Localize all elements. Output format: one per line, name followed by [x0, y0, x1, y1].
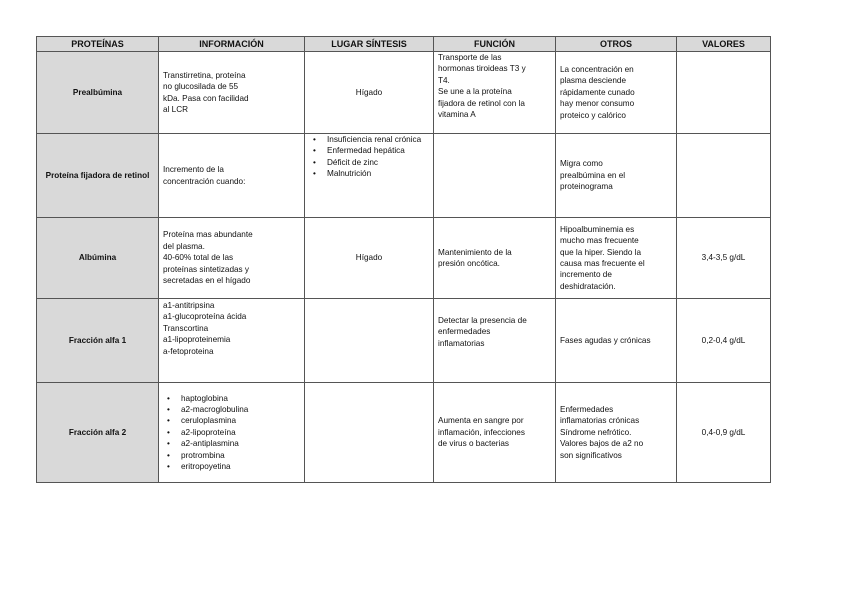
info-cell [159, 134, 305, 218]
others-line: Síndrome nefrótico. [560, 427, 632, 437]
header-informacion: INFORMACIÓN [159, 37, 305, 52]
protein-name: Albúmina [37, 218, 159, 299]
header-otros: OTROS [556, 37, 677, 52]
others-line: Fases agudas y crónicas [560, 335, 651, 345]
info-line: Proteína mas abundante [163, 230, 253, 240]
header-funcion: FUNCIÓN [434, 37, 556, 52]
info-line: Transtirretina, proteína [163, 70, 246, 80]
function-cell [434, 383, 556, 483]
function-line: vitamina A [438, 110, 476, 120]
others-line: rápidamente cunado [560, 87, 635, 97]
list-item: • a2-lipoproteína [181, 427, 300, 438]
values-cell: 3,4-3,5 g/dL [677, 218, 771, 299]
table-row [37, 299, 771, 383]
list-item: • Malnutrición [327, 168, 429, 179]
info-line: a1-lipoproteinemia [163, 335, 231, 345]
function-line: Aumenta en sangre por [438, 416, 524, 426]
table-row [37, 134, 771, 218]
synthesis-cell [305, 299, 434, 383]
list-item: • haptoglobina [181, 393, 300, 404]
list-item: • a2-antiplasmina [181, 438, 300, 449]
function-line: inflamación, infecciones [438, 427, 525, 437]
function-cell [434, 218, 556, 299]
others-line: plasma desciende [560, 76, 626, 86]
function-line: inflamatorias [438, 338, 485, 348]
list-item: • Déficit de zinc [327, 157, 429, 168]
function-cell [434, 134, 556, 218]
table-row [37, 218, 771, 299]
synthesis-list [309, 134, 429, 180]
others-line: Valores bajos de a2 no [560, 439, 644, 449]
synthesis-cell: Hígado [305, 218, 434, 299]
info-cell [159, 218, 305, 299]
others-cell [556, 299, 677, 383]
function-line: Se une a la proteína [438, 87, 512, 97]
values-cell [677, 52, 771, 134]
others-line: mucho mas frecuente [560, 236, 639, 246]
function-cell [434, 299, 556, 383]
others-line: causa mas frecuente el [560, 259, 645, 268]
info-line: a1-antitripsina [163, 301, 215, 310]
table-row [37, 52, 771, 134]
others-line: son significativos [560, 450, 622, 460]
synthesis-cell [305, 383, 434, 483]
others-line: Enfermedades [560, 404, 614, 414]
function-line: Detectar la presencia de [438, 316, 527, 325]
others-cell [556, 383, 677, 483]
function-line: Transporte de las [438, 53, 502, 62]
function-line: Mantenimiento de la [438, 247, 512, 257]
function-line: enfermedades [438, 327, 491, 337]
protein-name: Prealbúmina [37, 52, 159, 134]
others-line: proteinograma [560, 182, 613, 192]
others-line: incremento de [560, 270, 612, 280]
info-list [163, 393, 300, 473]
info-line: secretadas en el hígado [163, 276, 251, 286]
info-line: a-fetoproteina [163, 346, 214, 356]
info-cell [159, 383, 305, 483]
values-cell: 0,4-0,9 g/dL [677, 383, 771, 483]
values-cell [677, 134, 771, 218]
synthesis-cell: Hígado [305, 52, 434, 134]
values-cell: 0,2-0,4 g/dL [677, 299, 771, 383]
list-item: • a2-macroglobulina [181, 404, 300, 415]
list-item: • Enfermedad hepática [327, 145, 429, 156]
info-line: concentración cuando: [163, 176, 246, 186]
list-item: • ceruloplasmina [181, 415, 300, 426]
others-line: hay menor consumo [560, 99, 635, 109]
list-item: • protrombina [181, 450, 300, 461]
function-line: fijadora de retinol con la [438, 98, 525, 108]
header-row [37, 37, 771, 52]
others-line: Migra como [560, 159, 603, 169]
others-line: inflamatorias crónicas [560, 416, 640, 426]
protein-name: Fracción alfa 2 [37, 383, 159, 483]
others-cell [556, 52, 677, 134]
info-line: del plasma. [163, 241, 205, 251]
others-line: proteico y calórico [560, 110, 626, 120]
function-line: de virus o bacterias [438, 439, 509, 449]
info-line: 40-60% total de las [163, 253, 234, 263]
info-line: a1-glucoproteína ácida [163, 312, 247, 322]
info-line: Incremento de la [163, 165, 224, 175]
info-line: no glucosilada de 55 [163, 82, 239, 92]
info-cell [159, 52, 305, 134]
others-line: deshidratación. [560, 281, 616, 291]
info-line: proteínas sintetizadas y [163, 264, 250, 274]
header-proteinas: PROTEÍNAS [37, 37, 159, 52]
function-line: presión oncótica. [438, 259, 500, 268]
function-cell [434, 52, 556, 134]
header-lugar-sintesis: LUGAR SÍNTESIS [305, 37, 434, 52]
header-valores: VALORES [677, 37, 771, 52]
others-line: que la hiper. Siendo la [560, 247, 642, 257]
info-line: Transcortina [163, 323, 209, 333]
protein-name: Proteína fijadora de retinol [37, 134, 159, 218]
info-line: al LCR [163, 104, 189, 114]
table-row [37, 383, 771, 483]
others-cell [556, 218, 677, 299]
others-line: La concentración en [560, 64, 634, 74]
protein-name: Fracción alfa 1 [37, 299, 159, 383]
list-item: • eritropoyetina [181, 461, 300, 472]
function-line: T4. [438, 75, 450, 85]
info-cell [159, 299, 305, 383]
others-cell [556, 134, 677, 218]
others-line: prealbúmina en el [560, 170, 626, 180]
synthesis-cell [305, 134, 434, 218]
list-item: • Insuficiencia renal crónica [327, 134, 429, 145]
proteins-table [36, 36, 771, 483]
others-line: Hipoalbuminemia es [560, 224, 635, 234]
info-line: kDa. Pasa con facilidad [163, 93, 249, 103]
function-line: hormonas tiroideas T3 y [438, 64, 526, 74]
